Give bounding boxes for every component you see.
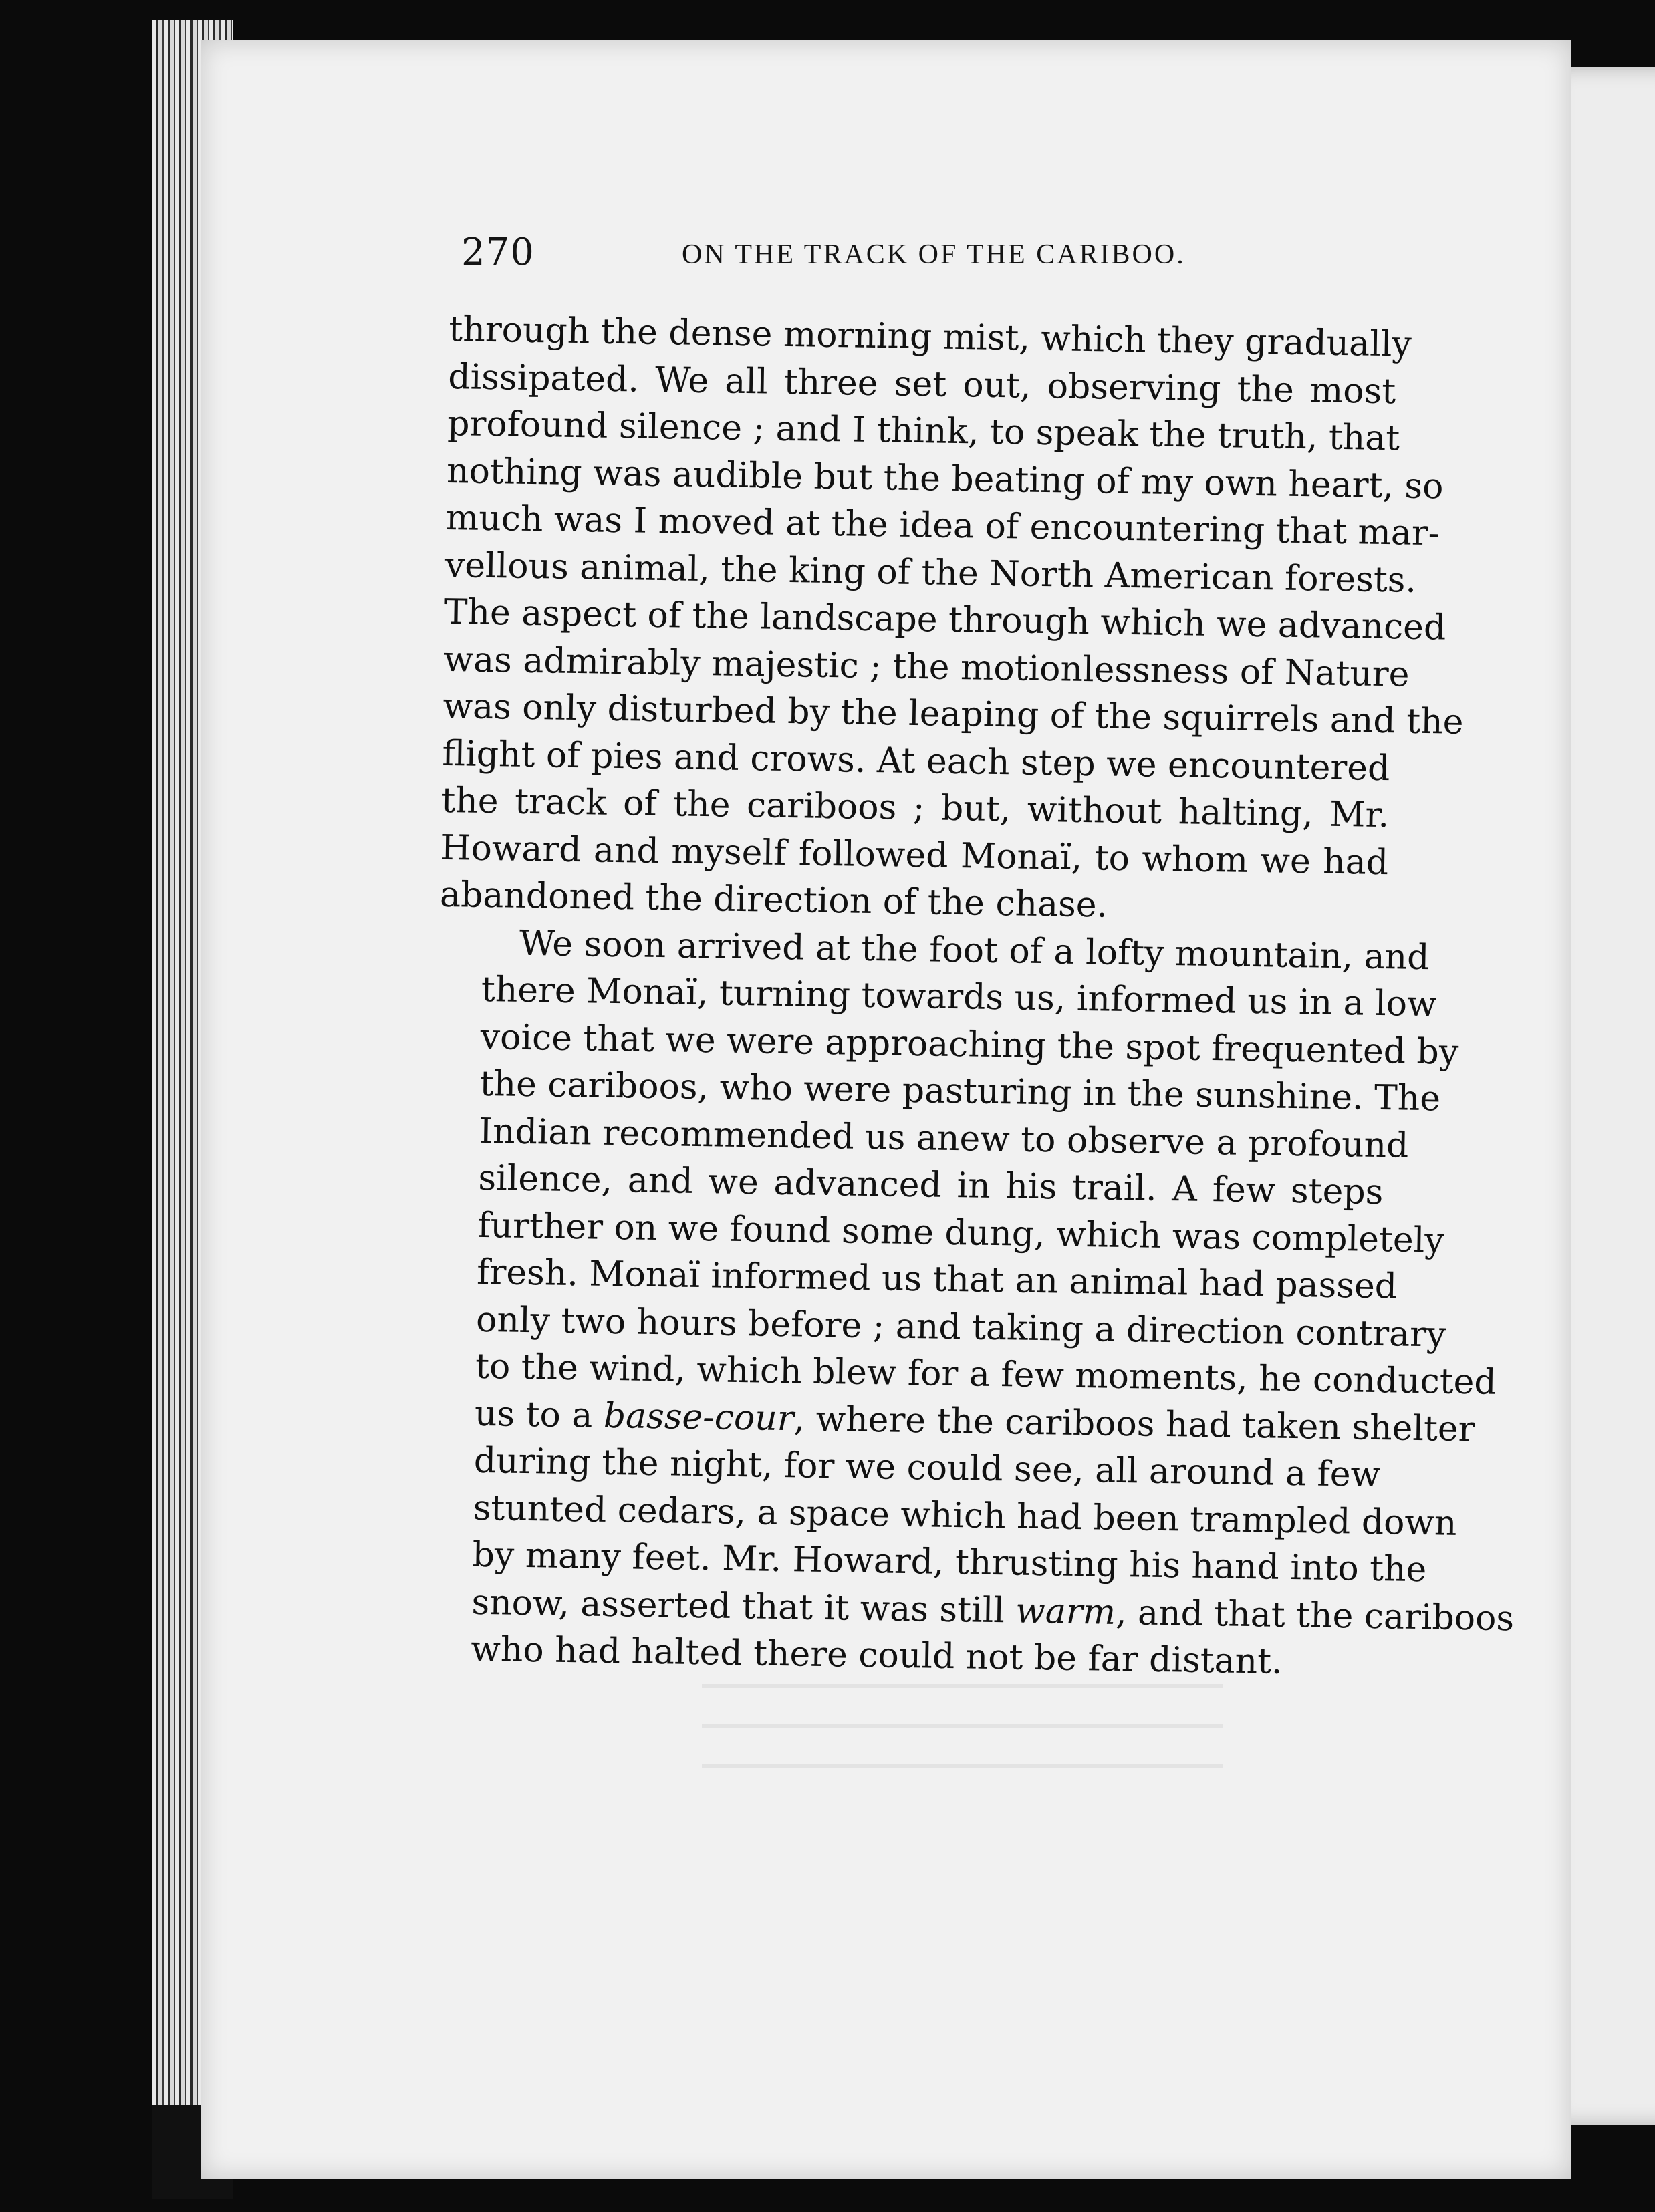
text-line: to the wind, which blew for a few moments, he conducted bbox=[475, 1346, 1497, 1403]
text-line: who had halted there could not be far distant. bbox=[470, 1629, 1283, 1682]
text-line: through the dense morning mist, which they gradually bbox=[448, 309, 1412, 365]
text-line: Indian recommended us anew to observe a profound bbox=[479, 1111, 1409, 1166]
paragraph-1 bbox=[439, 306, 1464, 934]
text-line: abandoned the direction of the chase. bbox=[439, 874, 1108, 926]
text-line: during the night, for we could see, all around a few bbox=[473, 1440, 1381, 1496]
text-line: profound silence ; and I think, to speak the truth, that bbox=[447, 403, 1400, 459]
text-line: The aspect of the landscape through which we advanced bbox=[444, 591, 1446, 648]
paragraph-2 bbox=[428, 918, 1515, 1687]
text-line: there Monaï, turning towards us, informed us in a low bbox=[481, 969, 1438, 1025]
running-head bbox=[461, 231, 1602, 284]
text-line: fresh. Monaï informed us that an animal had passed bbox=[476, 1252, 1398, 1307]
body-text bbox=[428, 306, 1515, 1687]
text-line: was only disturbed by the leaping of the squirrels and the bbox=[442, 686, 1464, 742]
text-line: the track of the cariboos ; but, without halting, Mr. bbox=[440, 780, 1390, 836]
text-line: flight of pies and crows. At each step we encountered bbox=[442, 733, 1390, 789]
text-line: stunted cedars, a space which had been trampled down bbox=[473, 1488, 1457, 1544]
text-line: was admirably majestic ; the motionlessness of Nature bbox=[443, 639, 1410, 695]
italic-term: basse-cour bbox=[603, 1395, 795, 1439]
text-line: Howard and myself followed Monaï, to whom we had bbox=[440, 827, 1389, 883]
text-line: only two hours before ; and taking a direction contrary bbox=[475, 1299, 1446, 1355]
text-line: We soon arrived at the foot of a lofty mountain, and bbox=[519, 923, 1430, 978]
text-segment: us to a bbox=[474, 1393, 604, 1436]
text-line: silence, and we advanced in his trail. A few steps bbox=[478, 1157, 1384, 1213]
text-line: dissipated. We all three set out, observing the most bbox=[447, 356, 1396, 412]
page-number: 270 bbox=[461, 231, 535, 274]
text-segment: , where the cariboos had taken shelter bbox=[793, 1398, 1476, 1449]
show-through bbox=[702, 1684, 1223, 1791]
text-line: voice that we were approaching the spot frequented by bbox=[480, 1016, 1459, 1073]
text-line: nothing was audible but the beating of my own heart, so bbox=[446, 450, 1444, 507]
running-title: ON THE TRACK OF THE CARIBOO. bbox=[682, 239, 1186, 270]
text-segment: , and that the cariboos bbox=[1115, 1592, 1515, 1639]
text-line: by many feet. Mr. Howard, thrusting his hand into the bbox=[472, 1534, 1427, 1591]
italic-term: warm bbox=[1015, 1591, 1116, 1633]
text-line: vellous animal, the king of the North American forests. bbox=[444, 545, 1417, 601]
text-line: further on we found some dung, which was completely bbox=[477, 1205, 1445, 1261]
text-line: much was I moved at the idea of encountering that mar- bbox=[445, 497, 1440, 554]
text-line: the cariboos, who were pasturing in the sunshine. The bbox=[479, 1063, 1441, 1119]
text-segment: snow, asserted that it was still bbox=[471, 1582, 1016, 1631]
